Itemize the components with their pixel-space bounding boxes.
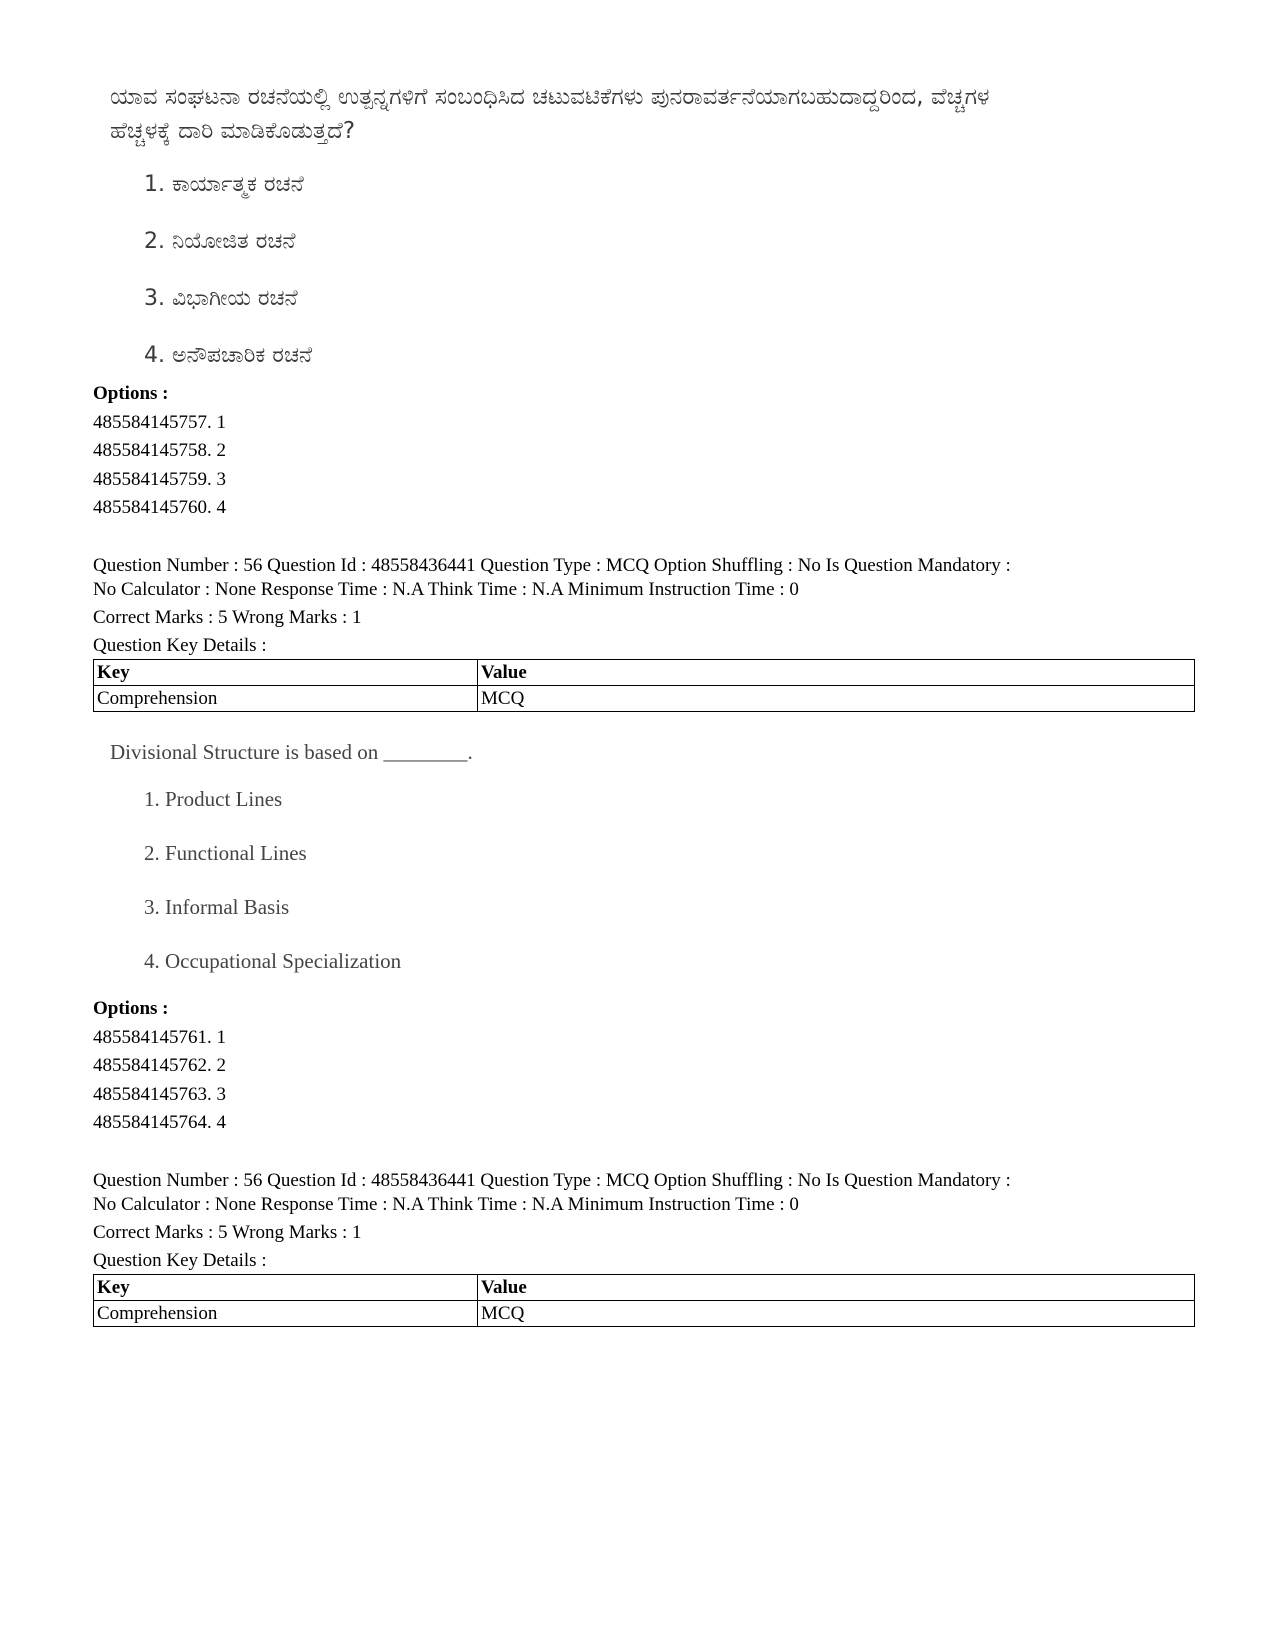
question-meta	[93, 1169, 1193, 1273]
options-block	[93, 380, 1193, 523]
table-row	[94, 686, 1195, 712]
option-item: 485584145764. 4	[93, 1112, 226, 1133]
meta-line: Question Number : 56 Question Id : 48558436441 Question Type : MCQ Option Shuffling : No Is Question Mandatory :	[93, 1170, 1011, 1191]
table-cell-key: Comprehension	[94, 1301, 478, 1327]
key-details-table	[93, 659, 1195, 712]
question-choices	[144, 170, 1010, 398]
options-block	[93, 995, 1193, 1138]
option-item: 485584145762. 2	[93, 1055, 226, 1076]
meta-line: No Calculator : None Response Time : N.A Think Time : N.A Minimum Instruction Time : 0	[93, 579, 799, 600]
choice-item: 1. ಕಾರ್ಯಾತ್ಮಕ ರಚನೆ	[144, 172, 304, 197]
table-cell-key: Comprehension	[94, 686, 478, 712]
key-details-label: Question Key Details :	[93, 635, 267, 656]
question-stem: ಯಾವ ಸಂಘಟನಾ ರಚನೆಯಲ್ಲಿ ಉತ್ಪನ್ನಗಳಿಗೆ ಸಂಬಂಧಿಸಿದ ಚಟುವಟಿಕೆಗಳು ಪುನರಾವರ್ತನೆಯಾಗಬಹುದಾದ್ದರಿಂದ, ವೆಚ್ಚಗಳ ಹೆಚ್ಚಳಕ್ಕೆ ದಾರಿ ಮಾಡಿಕೊಡುತ್ತದೆ?	[110, 84, 990, 144]
question-choices	[144, 784, 810, 1000]
options-label: Options :	[93, 383, 169, 404]
option-item: 485584145757. 1	[93, 411, 226, 433]
option-item: 485584145759. 3	[93, 468, 226, 490]
question-meta	[93, 554, 1193, 658]
options-label: Options :	[93, 998, 169, 1019]
meta-line: Question Number : 56 Question Id : 48558436441 Question Type : MCQ Option Shuffling : No Is Question Mandatory :	[93, 555, 1011, 576]
marks-line: Correct Marks : 5 Wrong Marks : 1	[93, 607, 362, 628]
key-details-label: Question Key Details :	[93, 1250, 267, 1271]
choice-item: 1. Product Lines	[144, 787, 283, 811]
choice-item: 2. ನಿಯೋಜಿತ ರಚನೆ	[144, 229, 296, 254]
table-header-value: Value	[478, 1275, 1195, 1301]
table-header-key: Key	[94, 660, 478, 686]
table-header-key: Key	[94, 1275, 478, 1301]
table-header-row	[94, 1275, 1195, 1301]
table-row	[94, 1301, 1195, 1327]
option-item: 485584145760. 4	[93, 497, 226, 518]
table-cell-value: MCQ	[478, 686, 1195, 712]
choice-item: 3. Informal Basis	[144, 895, 290, 919]
table-header-row	[94, 660, 1195, 686]
choice-item: 2. Functional Lines	[144, 841, 307, 865]
table-cell-value: MCQ	[478, 1301, 1195, 1327]
meta-line: No Calculator : None Response Time : N.A Think Time : N.A Minimum Instruction Time : 0	[93, 1194, 799, 1215]
choice-item: 3. ವಿಭಾಗೀಯ ರಚನೆ	[144, 286, 298, 311]
choice-item: 4. ಅನೌಪಚಾರಿಕ ರಚನೆ	[144, 343, 313, 368]
marks-line: Correct Marks : 5 Wrong Marks : 1	[93, 1222, 362, 1243]
choice-item: 4. Occupational Specialization	[144, 949, 402, 973]
question-stem: Divisional Structure is based on ________.	[110, 740, 473, 764]
question-image-english	[110, 738, 810, 1000]
table-header-value: Value	[478, 660, 1195, 686]
option-item: 485584145758. 2	[93, 440, 226, 461]
question-image-kannada	[110, 80, 1010, 398]
option-item: 485584145761. 1	[93, 1026, 226, 1048]
key-details-table	[93, 1274, 1195, 1327]
option-item: 485584145763. 3	[93, 1083, 226, 1105]
